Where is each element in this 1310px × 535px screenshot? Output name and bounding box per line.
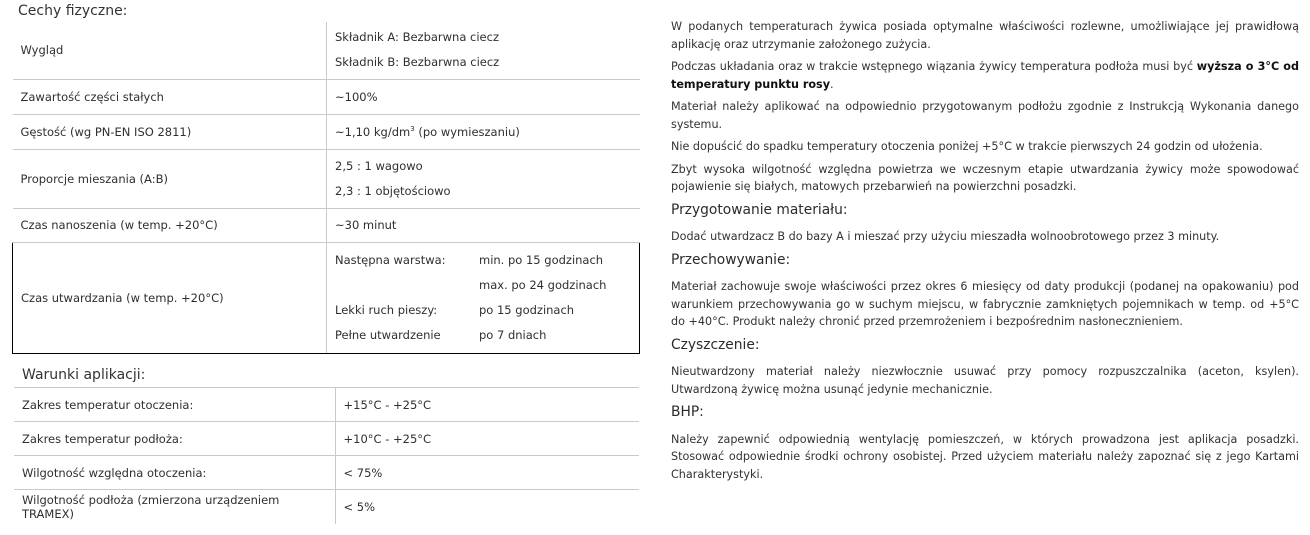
paragraph-storage: Materiał zachowuje swoje właściwości przez okres 6 miesięcy od daty produkcji (podanej na opakowaniu) pod warunkiem przechowywania go w suchym miejscu, w fabrycznie zamkniętych pojemnikach w temp. od +5°C do +40°C. Produkt należy chronić przed przemrożeniem i bezpośrednim nasłonecznieniem.: [671, 280, 1299, 328]
condition-label: Zakres temperatur otoczenia:: [14, 388, 335, 422]
table-row-curing: [13, 242, 640, 353]
property-value: ~30 minut: [327, 208, 640, 242]
curing-stage: [335, 273, 479, 298]
table-row: [13, 149, 640, 208]
curing-stage: Następna warstwa:: [335, 252, 446, 267]
property-value: [327, 149, 640, 208]
property-label: Wygląd: [13, 22, 327, 79]
property-value: [327, 22, 640, 79]
curing-time: min. po 15 godzinach: [479, 252, 604, 267]
ratio-weight: 2,5 : 1 wagowo: [335, 158, 423, 173]
condition-value: < 75%: [335, 456, 639, 490]
physical-properties-table: [12, 22, 640, 354]
heading-preparation: Przygotowanie materiału:: [671, 201, 848, 218]
condition-label: Wilgotność podłoża (zmierzona urządzeniem TRAMEX): [14, 490, 335, 524]
application-conditions-table: [14, 387, 639, 524]
condition-label: Zakres temperatur podłoża:: [14, 422, 335, 456]
curing-time: po 15 godzinach: [479, 302, 575, 317]
component-a-value: Składnik A: Bezbarwna ciecz: [335, 30, 499, 45]
paragraph-humidity-warning: Zbyt wysoka wilgotność względna powietrza we wczesnym etapie utwardzania żywicy może spowodować pojawienie się białych, matowych przebarwień na powierzchni posadzki.: [671, 162, 1299, 193]
ratio-volume: 2,3 : 1 objętościowo: [335, 183, 451, 198]
condition-value: < 5%: [335, 490, 639, 524]
paragraph-bhp: Należy zapewnić odpowiednią wentylację pomieszczeń, w których prowadzona jest aplikacja posadzki. Stosować odpowiednie środki ochrony osobistej. Przed użyciem materiału należy zapoznać się z jego Kartami Charakterystyki.: [671, 432, 1299, 481]
property-label: Czas nanoszenia (w temp. +20°C): [13, 208, 327, 242]
table-row: [14, 422, 639, 456]
property-label: Czas utwardzania (w temp. +20°C): [13, 242, 327, 353]
dew-point-emphasis: wyższa o 3°C od temperatury punktu rosy: [671, 60, 1299, 91]
table-row: [13, 22, 640, 79]
table-row: [14, 388, 639, 422]
physical-properties-title: Cechy fizyczne:: [18, 3, 128, 19]
paragraph-cleaning: Nieutwardzony materiał należy niezwłocznie usuwać przy pomocy rozpuszczalnika (aceton, ksylen). Utwardzoną żywicę można usunąć jedynie mechanicznie.: [671, 365, 1299, 396]
density-note: (po wymieszaniu): [414, 124, 520, 139]
curing-stage: Pełne utwardzenie: [335, 327, 441, 342]
property-value: [327, 114, 640, 149]
property-label: Zawartość części stałych: [13, 79, 327, 114]
curing-details: [327, 242, 640, 353]
heading-bhp: BHP:: [671, 404, 704, 420]
paragraph-dew-point: [671, 58, 1299, 93]
condition-value: +10°C - +25°C: [335, 422, 639, 456]
component-b-value: Składnik B: Bezbarwna ciecz: [335, 55, 500, 70]
right-column: [671, 18, 1299, 488]
density-unit-exponent: 3: [410, 124, 415, 133]
paragraph-preparation: Dodać utwardzacz B do bazy A i mieszać przy użyciu mieszadła wolnoobrotowego przez 3 minuty.: [671, 230, 1220, 243]
property-label: Gęstość (wg PN-EN ISO 2811): [13, 114, 327, 149]
curing-time: po 7 dniach: [479, 327, 547, 342]
density-value: ~1,10 kg/dm: [335, 124, 411, 139]
condition-label: Wilgotność względna otoczenia:: [14, 456, 335, 490]
paragraph-temperature-drop: Nie dopuścić do spadku temperatury otoczenia poniżej +5°C w trakcie pierwszych 24 godzin od ułożenia.: [671, 140, 1263, 153]
dew-point-end: .: [830, 77, 834, 91]
paragraph-instructions: Materiał należy aplikować na odpowiednio przygotowanym podłożu zgodnie z Instrukcją Wykonania danego systemu.: [671, 100, 1299, 131]
table-row: [14, 490, 639, 524]
paragraph-temperature-note: W podanych temperaturach żywica posiada optymalne właściwości rozlewne, umożliwiające jej prawidłową aplikację oraz utrzymanie założonego zużycia.: [671, 20, 1299, 51]
curing-time: max. po 24 godzinach: [479, 277, 607, 292]
table-row: [13, 208, 640, 242]
property-value: ~100%: [327, 79, 640, 114]
application-conditions-title: Warunki aplikacji:: [22, 367, 146, 383]
table-row: [14, 456, 639, 490]
curing-grid: [335, 248, 639, 348]
heading-storage: Przechowywanie:: [671, 251, 791, 268]
curing-stage: Lekki ruch pieszy:: [335, 302, 438, 317]
dew-point-text: Podczas układania oraz w trakcie wstępnego wiązania żywicy temperatura podłoża musi być: [671, 60, 1197, 73]
property-label: Proporcje mieszania (A:B): [13, 149, 327, 208]
heading-cleaning: Czyszczenie:: [671, 336, 760, 353]
condition-value: +15°C - +25°C: [335, 388, 639, 422]
table-row: [13, 79, 640, 114]
table-row: [13, 114, 640, 149]
